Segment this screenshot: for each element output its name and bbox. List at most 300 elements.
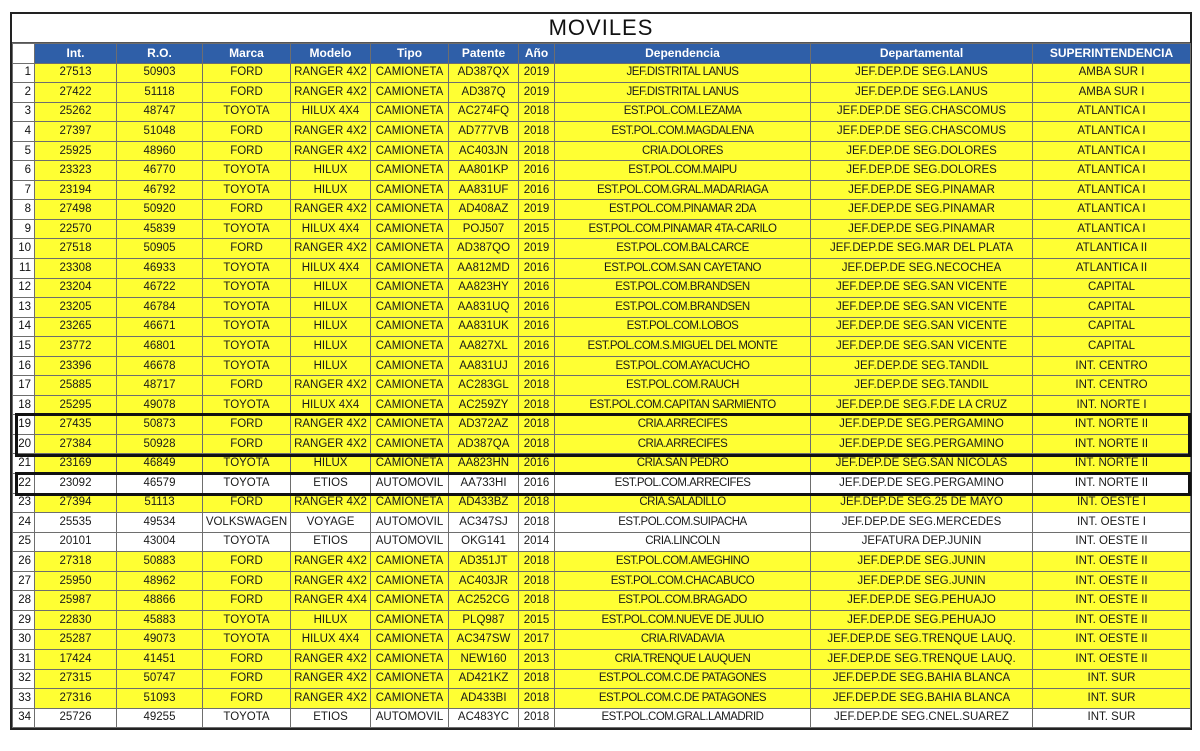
cell-anio: 2018 — [519, 591, 555, 611]
cell-anio: 2018 — [519, 708, 555, 728]
cell-marca: VOLKSWAGEN — [203, 513, 291, 533]
cell-superintendencia: INT. NORTE II — [1033, 434, 1191, 454]
cell-modelo: RANGER 4X2 — [291, 200, 371, 220]
cell-int: 22570 — [35, 219, 117, 239]
cell-patente: POJ507 — [449, 219, 519, 239]
cell-ro: 48747 — [117, 102, 203, 122]
cell-int: 23204 — [35, 278, 117, 298]
cell-ro: 46770 — [117, 161, 203, 181]
cell-tipo: CAMIONETA — [371, 649, 449, 669]
cell-int: 23323 — [35, 161, 117, 181]
cell-anio: 2018 — [519, 434, 555, 454]
cell-patente: AD387Q — [449, 83, 519, 103]
cell-dependencia: EST.POL.COM.ARRECIFES — [555, 474, 811, 494]
moviles-table — [12, 43, 1191, 728]
table-body — [13, 63, 1191, 728]
cell-departamental: JEF.DEP.DE SEG.LANUS — [811, 83, 1033, 103]
cell-superintendencia: INT. SUR — [1033, 689, 1191, 709]
cell-superintendencia: INT. NORTE I — [1033, 395, 1191, 415]
cell-patente: AC403JN — [449, 141, 519, 161]
cell-ro: 45883 — [117, 610, 203, 630]
cell-patente: AC347SJ — [449, 513, 519, 533]
cell-anio: 2014 — [519, 532, 555, 552]
cell-patente: AA831UK — [449, 317, 519, 337]
header-departamental: Departamental — [811, 44, 1033, 64]
cell-int: 27518 — [35, 239, 117, 259]
cell-modelo: RANGER 4X2 — [291, 376, 371, 396]
cell-dependencia: EST.POL.COM.LOBOS — [555, 317, 811, 337]
cell-superintendencia: INT. CENTRO — [1033, 376, 1191, 396]
cell-tipo: CAMIONETA — [371, 337, 449, 357]
cell-departamental: JEF.DEP.DE SEG.BAHIA BLANCA — [811, 669, 1033, 689]
cell-patente: AA733HI — [449, 474, 519, 494]
cell-departamental: JEF.DEP.DE SEG.MAR DEL PLATA — [811, 239, 1033, 259]
table-row — [13, 102, 1191, 122]
table-row — [13, 83, 1191, 103]
cell-patente: AC252CG — [449, 591, 519, 611]
cell-int: 23205 — [35, 298, 117, 318]
cell-tipo: CAMIONETA — [371, 493, 449, 513]
cell-departamental: JEF.DEP.DE SEG.PERGAMINO — [811, 474, 1033, 494]
table-row — [13, 630, 1191, 650]
cell-superintendencia: INT. OESTE II — [1033, 591, 1191, 611]
cell-patente: AD421KZ — [449, 669, 519, 689]
row-number: 6 — [13, 161, 35, 181]
cell-superintendencia: INT. SUR — [1033, 708, 1191, 728]
cell-dependencia: EST.POL.COM.AYACUCHO — [555, 356, 811, 376]
cell-tipo: CAMIONETA — [371, 180, 449, 200]
cell-patente: AA812MD — [449, 259, 519, 279]
cell-superintendencia: INT. OESTE II — [1033, 630, 1191, 650]
cell-departamental: JEF.DEP.DE SEG.MERCEDES — [811, 513, 1033, 533]
cell-dependencia: EST.POL.COM.SUIPACHA — [555, 513, 811, 533]
cell-ro: 50905 — [117, 239, 203, 259]
cell-ro: 46579 — [117, 474, 203, 494]
table-row — [13, 454, 1191, 474]
cell-superintendencia: CAPITAL — [1033, 298, 1191, 318]
cell-dependencia: CRIA.RIVADAVIA — [555, 630, 811, 650]
cell-tipo: CAMIONETA — [371, 669, 449, 689]
cell-tipo: CAMIONETA — [371, 298, 449, 318]
cell-marca: FORD — [203, 669, 291, 689]
cell-ro: 46849 — [117, 454, 203, 474]
cell-ro: 50747 — [117, 669, 203, 689]
cell-dependencia: JEF.DISTRITAL LANUS — [555, 83, 811, 103]
cell-tipo: CAMIONETA — [371, 317, 449, 337]
cell-departamental: JEF.DEP.DE SEG.TRENQUE LAUQ. — [811, 630, 1033, 650]
cell-int: 25726 — [35, 708, 117, 728]
cell-departamental: JEF.DEP.DE SEG.NECOCHEA — [811, 259, 1033, 279]
cell-int: 23772 — [35, 337, 117, 357]
cell-modelo: RANGER 4X4 — [291, 591, 371, 611]
cell-patente: AD387QO — [449, 239, 519, 259]
cell-patente: AD351JT — [449, 552, 519, 572]
cell-anio: 2016 — [519, 298, 555, 318]
cell-modelo: ETIOS — [291, 532, 371, 552]
table-row — [13, 591, 1191, 611]
cell-tipo: CAMIONETA — [371, 219, 449, 239]
table-row — [13, 649, 1191, 669]
cell-marca: TOYOTA — [203, 180, 291, 200]
cell-superintendencia: INT. SUR — [1033, 669, 1191, 689]
row-number: 20 — [13, 434, 35, 454]
cell-modelo: HILUX — [291, 298, 371, 318]
cell-ro: 45839 — [117, 219, 203, 239]
cell-int: 23169 — [35, 454, 117, 474]
cell-modelo: HILUX 4X4 — [291, 102, 371, 122]
cell-dependencia: EST.POL.COM.AMEGHINO — [555, 552, 811, 572]
cell-modelo: HILUX — [291, 161, 371, 181]
cell-tipo: CAMIONETA — [371, 122, 449, 142]
cell-superintendencia: CAPITAL — [1033, 278, 1191, 298]
header-marca: Marca — [203, 44, 291, 64]
cell-patente: AA831UF — [449, 180, 519, 200]
row-number: 2 — [13, 83, 35, 103]
cell-superintendencia: INT. OESTE I — [1033, 513, 1191, 533]
header-ro: R.O. — [117, 44, 203, 64]
table-row — [13, 317, 1191, 337]
cell-tipo: CAMIONETA — [371, 83, 449, 103]
cell-marca: FORD — [203, 83, 291, 103]
cell-int: 23396 — [35, 356, 117, 376]
cell-tipo: CAMIONETA — [371, 63, 449, 83]
row-number: 34 — [13, 708, 35, 728]
cell-tipo: CAMIONETA — [371, 356, 449, 376]
header-int: Int. — [35, 44, 117, 64]
cell-modelo: RANGER 4X2 — [291, 493, 371, 513]
cell-anio: 2016 — [519, 474, 555, 494]
cell-dependencia: EST.POL.COM.GRAL.MADARIAGA — [555, 180, 811, 200]
cell-ro: 51048 — [117, 122, 203, 142]
cell-tipo: CAMIONETA — [371, 571, 449, 591]
cell-ro: 50903 — [117, 63, 203, 83]
cell-dependencia: EST.POL.COM.RAUCH — [555, 376, 811, 396]
cell-tipo: CAMIONETA — [371, 610, 449, 630]
table-row — [13, 259, 1191, 279]
row-number: 9 — [13, 219, 35, 239]
cell-ro: 46722 — [117, 278, 203, 298]
cell-anio: 2016 — [519, 356, 555, 376]
cell-anio: 2018 — [519, 415, 555, 435]
cell-departamental: JEF.DEP.DE SEG.25 DE MAYO — [811, 493, 1033, 513]
cell-superintendencia: ATLANTICA I — [1033, 200, 1191, 220]
table-row — [13, 669, 1191, 689]
cell-ro: 46792 — [117, 180, 203, 200]
cell-modelo: ETIOS — [291, 474, 371, 494]
table-row — [13, 708, 1191, 728]
cell-anio: 2018 — [519, 513, 555, 533]
cell-tipo: CAMIONETA — [371, 591, 449, 611]
table-row — [13, 161, 1191, 181]
cell-modelo: RANGER 4X2 — [291, 63, 371, 83]
cell-anio: 2018 — [519, 395, 555, 415]
cell-superintendencia: ATLANTICA I — [1033, 219, 1191, 239]
cell-anio: 2018 — [519, 552, 555, 572]
cell-int: 27316 — [35, 689, 117, 709]
cell-tipo: CAMIONETA — [371, 376, 449, 396]
cell-modelo: RANGER 4X2 — [291, 689, 371, 709]
cell-superintendencia: CAPITAL — [1033, 317, 1191, 337]
cell-superintendencia: INT. OESTE II — [1033, 571, 1191, 591]
header-patente: Patente — [449, 44, 519, 64]
row-number: 29 — [13, 610, 35, 630]
row-number: 13 — [13, 298, 35, 318]
cell-superintendencia: INT. OESTE II — [1033, 649, 1191, 669]
cell-tipo: CAMIONETA — [371, 239, 449, 259]
cell-anio: 2018 — [519, 689, 555, 709]
cell-superintendencia: AMBA SUR I — [1033, 83, 1191, 103]
cell-departamental: JEF.DEP.DE SEG.JUNIN — [811, 571, 1033, 591]
table-row — [13, 571, 1191, 591]
header-corner — [13, 44, 35, 64]
cell-ro: 51113 — [117, 493, 203, 513]
cell-anio: 2018 — [519, 141, 555, 161]
cell-int: 25295 — [35, 395, 117, 415]
cell-anio: 2019 — [519, 63, 555, 83]
cell-anio: 2016 — [519, 317, 555, 337]
cell-marca: FORD — [203, 552, 291, 572]
cell-int: 25885 — [35, 376, 117, 396]
cell-dependencia: JEF.DISTRITAL LANUS — [555, 63, 811, 83]
cell-superintendencia: ATLANTICA I — [1033, 180, 1191, 200]
cell-ro: 46671 — [117, 317, 203, 337]
cell-modelo: HILUX 4X4 — [291, 395, 371, 415]
table-row — [13, 689, 1191, 709]
cell-dependencia: EST.POL.COM.SAN CAYETANO — [555, 259, 811, 279]
cell-modelo: HILUX — [291, 454, 371, 474]
cell-dependencia: EST.POL.COM.S.MIGUEL DEL MONTE — [555, 337, 811, 357]
cell-ro: 51118 — [117, 83, 203, 103]
cell-ro: 48962 — [117, 571, 203, 591]
cell-dependencia: EST.POL.COM.C.DE PATAGONES — [555, 669, 811, 689]
cell-modelo: VOYAGE — [291, 513, 371, 533]
cell-ro: 50928 — [117, 434, 203, 454]
cell-dependencia: EST.POL.COM.MAGDALENA — [555, 122, 811, 142]
cell-modelo: RANGER 4X2 — [291, 239, 371, 259]
cell-anio: 2018 — [519, 571, 555, 591]
cell-dependencia: CRIA.SAN PEDRO — [555, 454, 811, 474]
cell-int: 27384 — [35, 434, 117, 454]
cell-tipo: CAMIONETA — [371, 200, 449, 220]
cell-anio: 2019 — [519, 83, 555, 103]
cell-superintendencia: ATLANTICA I — [1033, 161, 1191, 181]
cell-superintendencia: ATLANTICA II — [1033, 239, 1191, 259]
header-dependencia: Dependencia — [555, 44, 811, 64]
cell-marca: TOYOTA — [203, 298, 291, 318]
cell-anio: 2016 — [519, 259, 555, 279]
cell-departamental: JEF.DEP.DE SEG.SAN NICOLAS — [811, 454, 1033, 474]
table-row — [13, 219, 1191, 239]
cell-marca: FORD — [203, 493, 291, 513]
cell-marca: FORD — [203, 141, 291, 161]
cell-ro: 50920 — [117, 200, 203, 220]
row-number: 11 — [13, 259, 35, 279]
cell-marca: FORD — [203, 376, 291, 396]
table-row — [13, 415, 1191, 435]
row-number: 16 — [13, 356, 35, 376]
cell-marca: TOYOTA — [203, 395, 291, 415]
cell-modelo: HILUX — [291, 610, 371, 630]
cell-marca: TOYOTA — [203, 102, 291, 122]
cell-modelo: RANGER 4X2 — [291, 552, 371, 572]
cell-patente: AA827XL — [449, 337, 519, 357]
cell-patente: AD387QX — [449, 63, 519, 83]
cell-ro: 49255 — [117, 708, 203, 728]
row-number: 33 — [13, 689, 35, 709]
cell-departamental: JEF.DEP.DE SEG.TANDIL — [811, 356, 1033, 376]
cell-patente: AA823HY — [449, 278, 519, 298]
cell-tipo: CAMIONETA — [371, 278, 449, 298]
header-tipo: Tipo — [371, 44, 449, 64]
cell-marca: FORD — [203, 591, 291, 611]
cell-tipo: CAMIONETA — [371, 689, 449, 709]
cell-departamental: JEF.DEP.DE SEG.TRENQUE LAUQ. — [811, 649, 1033, 669]
cell-anio: 2015 — [519, 610, 555, 630]
cell-dependencia: EST.POL.COM.PINAMAR 4TA-CARILO — [555, 219, 811, 239]
cell-anio: 2015 — [519, 219, 555, 239]
cell-anio: 2019 — [519, 200, 555, 220]
cell-superintendencia: INT. NORTE II — [1033, 415, 1191, 435]
cell-anio: 2013 — [519, 649, 555, 669]
table-row — [13, 278, 1191, 298]
cell-int: 27394 — [35, 493, 117, 513]
cell-ro: 50873 — [117, 415, 203, 435]
cell-patente: PLQ987 — [449, 610, 519, 630]
cell-superintendencia: INT. OESTE II — [1033, 610, 1191, 630]
cell-patente: AD777VB — [449, 122, 519, 142]
row-number: 10 — [13, 239, 35, 259]
cell-marca: TOYOTA — [203, 278, 291, 298]
row-number: 12 — [13, 278, 35, 298]
cell-ro: 48866 — [117, 591, 203, 611]
cell-anio: 2016 — [519, 337, 555, 357]
cell-modelo: RANGER 4X2 — [291, 434, 371, 454]
cell-dependencia: EST.POL.COM.PINAMAR 2DA — [555, 200, 811, 220]
cell-tipo: AUTOMOVIL — [371, 513, 449, 533]
cell-anio: 2016 — [519, 180, 555, 200]
cell-marca: TOYOTA — [203, 454, 291, 474]
row-number: 7 — [13, 180, 35, 200]
row-number: 3 — [13, 102, 35, 122]
cell-int: 27422 — [35, 83, 117, 103]
cell-anio: 2018 — [519, 102, 555, 122]
cell-dependencia: EST.POL.COM.C.DE PATAGONES — [555, 689, 811, 709]
cell-patente: AA831UJ — [449, 356, 519, 376]
cell-modelo: HILUX — [291, 337, 371, 357]
header-modelo: Modelo — [291, 44, 371, 64]
cell-tipo: CAMIONETA — [371, 454, 449, 474]
cell-ro: 46678 — [117, 356, 203, 376]
cell-marca: FORD — [203, 63, 291, 83]
cell-marca: FORD — [203, 649, 291, 669]
cell-departamental: JEF.DEP.DE SEG.DOLORES — [811, 161, 1033, 181]
cell-anio: 2016 — [519, 161, 555, 181]
cell-tipo: CAMIONETA — [371, 552, 449, 572]
cell-departamental: JEF.DEP.DE SEG.PINAMAR — [811, 180, 1033, 200]
cell-patente: AA831UQ — [449, 298, 519, 318]
cell-dependencia: EST.POL.COM.LEZAMA — [555, 102, 811, 122]
cell-departamental: JEF.DEP.DE SEG.SAN VICENTE — [811, 317, 1033, 337]
cell-int: 25950 — [35, 571, 117, 591]
cell-anio: 2016 — [519, 278, 555, 298]
cell-ro: 46801 — [117, 337, 203, 357]
cell-int: 23194 — [35, 180, 117, 200]
cell-ro: 46784 — [117, 298, 203, 318]
cell-tipo: AUTOMOVIL — [371, 532, 449, 552]
cell-marca: FORD — [203, 200, 291, 220]
table-row — [13, 180, 1191, 200]
table-row — [13, 474, 1191, 494]
cell-marca: FORD — [203, 689, 291, 709]
cell-patente: AC403JR — [449, 571, 519, 591]
cell-patente: AC483YC — [449, 708, 519, 728]
cell-patente: AD408AZ — [449, 200, 519, 220]
cell-patente: OKG141 — [449, 532, 519, 552]
cell-modelo: HILUX — [291, 278, 371, 298]
cell-patente: AC283GL — [449, 376, 519, 396]
cell-patente: AC274FQ — [449, 102, 519, 122]
cell-dependencia: EST.POL.COM.GRAL.LAMADRID — [555, 708, 811, 728]
cell-int: 17424 — [35, 649, 117, 669]
moviles-sheet — [10, 12, 1192, 730]
row-number: 19 — [13, 415, 35, 435]
cell-modelo: HILUX — [291, 356, 371, 376]
cell-tipo: AUTOMOVIL — [371, 708, 449, 728]
table-row — [13, 63, 1191, 83]
row-number: 32 — [13, 669, 35, 689]
row-number: 27 — [13, 571, 35, 591]
row-number: 21 — [13, 454, 35, 474]
cell-ro: 49073 — [117, 630, 203, 650]
cell-superintendencia: INT. OESTE I — [1033, 493, 1191, 513]
cell-dependencia: CRIA.ARRECIFES — [555, 434, 811, 454]
cell-int: 20101 — [35, 532, 117, 552]
cell-departamental: JEF.DEP.DE SEG.SAN VICENTE — [811, 298, 1033, 318]
cell-ro: 43004 — [117, 532, 203, 552]
row-number: 28 — [13, 591, 35, 611]
cell-modelo: HILUX — [291, 180, 371, 200]
cell-marca: TOYOTA — [203, 630, 291, 650]
cell-patente: AD433BI — [449, 689, 519, 709]
cell-int: 25987 — [35, 591, 117, 611]
table-row — [13, 356, 1191, 376]
cell-modelo: HILUX 4X4 — [291, 219, 371, 239]
cell-anio: 2018 — [519, 493, 555, 513]
cell-int: 27397 — [35, 122, 117, 142]
row-number: 1 — [13, 63, 35, 83]
cell-superintendencia: ATLANTICA I — [1033, 122, 1191, 142]
cell-ro: 49534 — [117, 513, 203, 533]
cell-patente: NEW160 — [449, 649, 519, 669]
cell-marca: FORD — [203, 571, 291, 591]
cell-int: 22830 — [35, 610, 117, 630]
cell-departamental: JEF.DEP.DE SEG.PEHUAJO — [811, 591, 1033, 611]
cell-anio: 2018 — [519, 376, 555, 396]
cell-int: 25925 — [35, 141, 117, 161]
cell-superintendencia: AMBA SUR I — [1033, 63, 1191, 83]
cell-marca: TOYOTA — [203, 356, 291, 376]
cell-int: 27513 — [35, 63, 117, 83]
cell-dependencia: CRIA.TRENQUE LAUQUEN — [555, 649, 811, 669]
row-number: 26 — [13, 552, 35, 572]
cell-departamental: JEF.DEP.DE SEG.SAN VICENTE — [811, 337, 1033, 357]
row-number: 31 — [13, 649, 35, 669]
cell-ro: 48960 — [117, 141, 203, 161]
table-row — [13, 200, 1191, 220]
table-row — [13, 610, 1191, 630]
cell-modelo: ETIOS — [291, 708, 371, 728]
table-row — [13, 376, 1191, 396]
